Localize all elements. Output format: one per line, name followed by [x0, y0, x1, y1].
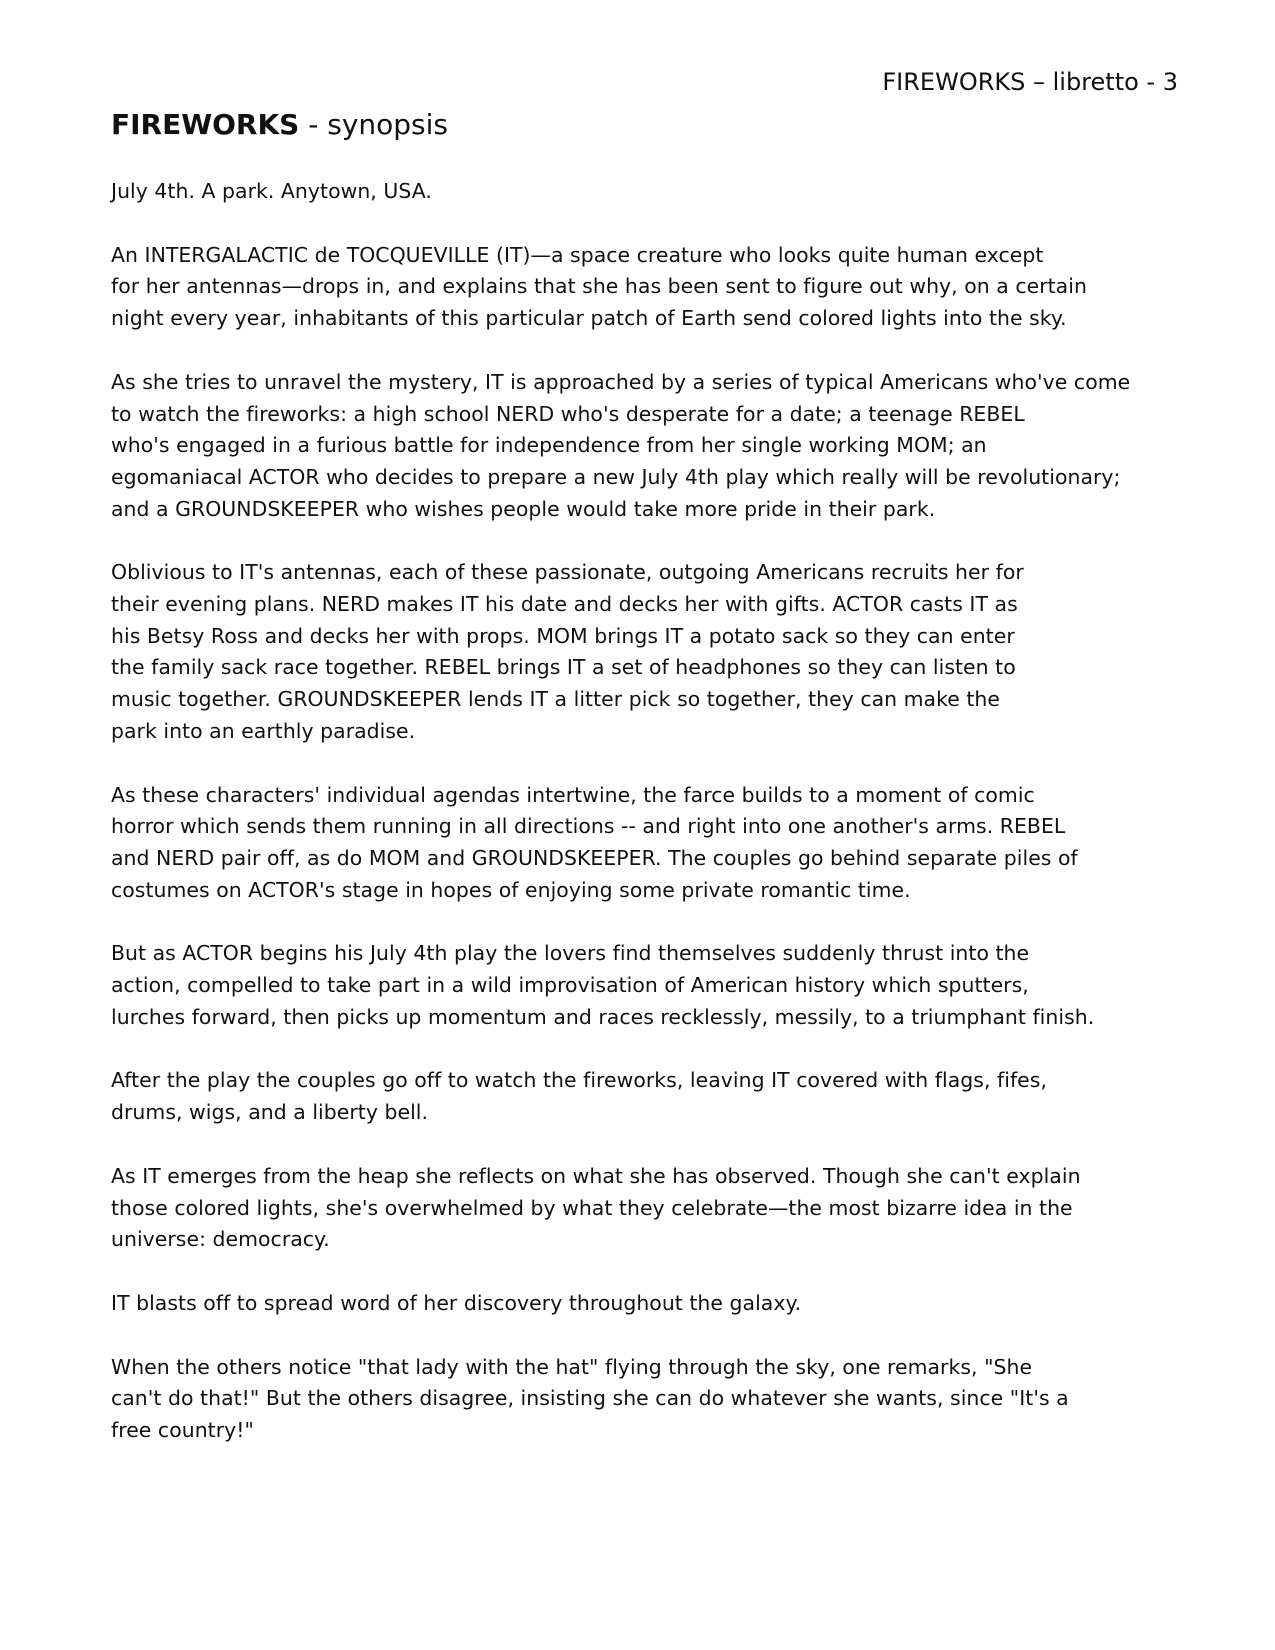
synopsis-paragraph	[111, 1352, 1191, 1447]
paragraph-line: his Betsy Ross and decks her with props. MOM brings IT a potato sack so they can enter	[111, 623, 1015, 648]
paragraph-line: horror which sends them running in all directions -- and right into one another's arms. REBEL	[111, 814, 1066, 839]
paragraph-line: park into an earthly paradise.	[111, 718, 416, 743]
paragraph-line: night every year, inhabitants of this particular patch of Earth send colored lights into the sky.	[111, 306, 1067, 331]
paragraph-line: After the play the couples go off to watch the fireworks, leaving IT covered with flags, fifes,	[111, 1068, 1047, 1093]
synopsis-paragraph	[111, 938, 1191, 1033]
synopsis-paragraph	[111, 557, 1191, 747]
synopsis-paragraph	[111, 1288, 1191, 1320]
paragraph-line: their evening plans. NERD makes IT his date and decks her with gifts. ACTOR casts IT as	[111, 592, 1018, 617]
paragraph-line: to watch the fireworks: a high school NERD who's desperate for a date; a teenage REBEL	[111, 401, 1025, 426]
paragraph-line: July 4th. A park. Anytown, USA.	[111, 179, 432, 203]
paragraph-line: costumes on ACTOR's stage in hopes of enjoying some private romantic time.	[111, 877, 911, 902]
paragraph-line: When the others notice "that lady with the hat" flying through the sky, one remarks, "She	[111, 1354, 1033, 1379]
running-header: FIREWORKS – libretto - 3	[882, 68, 1178, 96]
paragraph-line: and NERD pair off, as do MOM and GROUNDSKEEPER. The couples go behind separate piles of	[111, 845, 1078, 870]
paragraph-line: music together. GROUNDSKEEPER lends IT a litter pick so together, they can make the	[111, 687, 1000, 712]
paragraph-line: Oblivious to IT's antennas, each of these passionate, outgoing Americans recruits her for	[111, 560, 1024, 585]
paragraph-line: universe: democracy.	[111, 1227, 330, 1252]
paragraph-line: As she tries to unravel the mystery, IT is approached by a series of typical Americans who've come	[111, 369, 1131, 394]
synopsis-paragraph	[111, 1065, 1191, 1128]
paragraph-line: for her antennas—drops in, and explains that she has been sent to figure out why, on a certain	[111, 274, 1087, 299]
paragraph-line: can't do that!" But the others disagree, insisting she can do whatever she wants, since "It's a	[111, 1386, 1069, 1411]
paragraph-line: drums, wigs, and a liberty bell.	[111, 1100, 429, 1125]
paragraph-line: As IT emerges from the heap she reflects on what she has observed. Though she can't explain	[111, 1163, 1081, 1188]
paragraph-line: free country!"	[111, 1418, 254, 1443]
paragraph-line: egomaniacal ACTOR who decides to prepare a new July 4th play which really will be revolutionary;	[111, 464, 1121, 489]
paragraph-line: IT blasts off to spread word of her discovery throughout the galaxy.	[111, 1290, 802, 1315]
synopsis-paragraph	[111, 780, 1191, 907]
paragraph-line: those colored lights, she's overwhelmed by what they celebrate—the most bizarre idea in the	[111, 1195, 1073, 1220]
paragraph-line: An INTERGALACTIC de TOCQUEVILLE (IT)—a space creature who looks quite human except	[111, 242, 1044, 267]
synopsis-paragraph	[111, 240, 1191, 335]
synopsis-paragraph	[111, 1161, 1191, 1256]
paragraph-line: As these characters' individual agendas intertwine, the farce builds to a moment of comic	[111, 782, 1035, 807]
paragraph-line: and a GROUNDSKEEPER who wishes people would take more pride in their park.	[111, 496, 936, 521]
paragraph-line: But as ACTOR begins his July 4th play the lovers find themselves suddenly thrust into the	[111, 941, 1030, 966]
synopsis-paragraph	[111, 367, 1191, 526]
synopsis-body	[111, 176, 1191, 1479]
synopsis-paragraph	[111, 176, 1191, 208]
page-title	[111, 106, 448, 144]
paragraph-line: who's engaged in a furious battle for independence from her single working MOM; an	[111, 433, 987, 458]
title-subtitle: - synopsis	[299, 108, 449, 141]
paragraph-line: the family sack race together. REBEL brings IT a set of headphones so they can listen to	[111, 655, 1016, 680]
paragraph-line: action, compelled to take part in a wild improvisation of American history which sputters,	[111, 973, 1029, 998]
title-main: FIREWORKS	[111, 108, 300, 141]
paragraph-line: lurches forward, then picks up momentum and races recklessly, messily, to a triumphant finish.	[111, 1004, 1095, 1029]
